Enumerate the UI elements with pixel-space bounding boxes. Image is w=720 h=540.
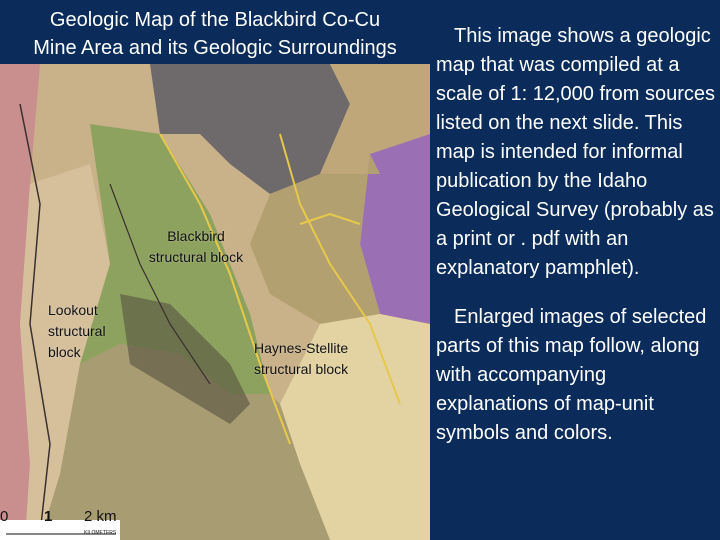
geologic-map (0, 64, 430, 540)
scale-bar (0, 508, 130, 540)
label-lookout-line3: block (48, 344, 81, 360)
label-lookout-line2: structural (48, 323, 106, 339)
scale-unit-label: KILOMETERS (84, 530, 117, 536)
description-paragraph-2: Enlarged images of selected parts of this map follow, along with accompanying explanations of map-unit symbols and colors. (436, 306, 707, 444)
label-haynes-line1: Haynes-Stellite (254, 340, 349, 356)
label-blackbird-structural-block (138, 226, 254, 268)
description-paragraph-1: This image shows a geologic map that was compiled at a scale of 1: 12,000 from sources listed on the next slide. This map is intended for informal publication by the Idaho Geological Survey (probably as a print or . pdf with an explanatory pamphlet). (436, 25, 716, 279)
slide-title (0, 6, 430, 62)
title-line-1: Geologic Map of the Blackbird Co-Cu (49, 9, 381, 31)
label-haynes-stellite-structural-block (254, 338, 380, 380)
label-blackbird-line1: Blackbird (167, 228, 225, 244)
label-lookout-line1: Lookout (48, 302, 98, 318)
title-line-2: Mine Area and its Geologic Surroundings (33, 37, 397, 59)
label-lookout-structural-block (48, 300, 128, 363)
label-haynes-line2: structural block (254, 361, 349, 377)
description-panel (436, 22, 716, 448)
scale-tick-2: 2 km (84, 508, 117, 525)
label-blackbird-line2: structural block (148, 249, 244, 265)
scale-tick-0: 0 (0, 508, 9, 525)
scale-tick-1: 1 (44, 508, 53, 525)
